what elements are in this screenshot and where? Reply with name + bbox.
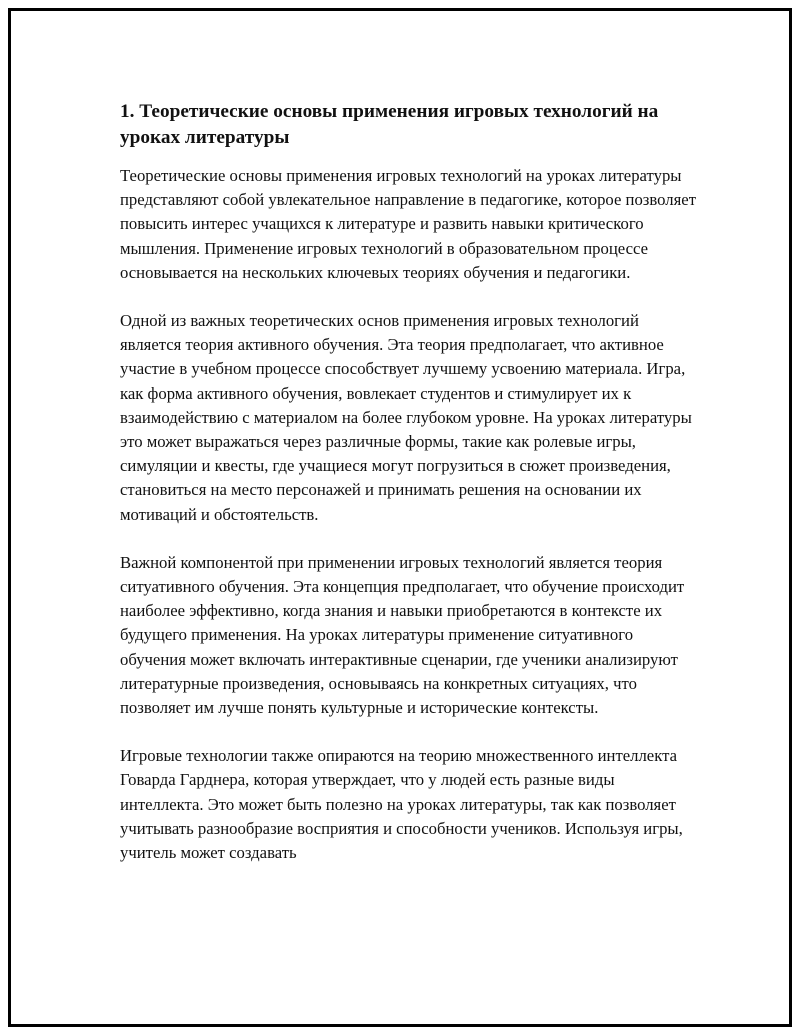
section-heading: 1. Теоретические основы применения игровых технологий на уроках литературы (120, 101, 659, 148)
paragraph-intro: Теоретические основы применения игровых технологий на уроках литературы представляют собой увлекательное направление в педагогике, которое позволяет повысить интерес учащихся к литературе и развить навыки критического мышления. Применение игровых технологий в образовательном процессе основывается на нескольких ключевых теориях обучения и педагогики. (120, 166, 696, 282)
paragraph-multiple-intelligences: Игровые технологии также опираются на теорию множественного интеллекта Говарда Гарднера, которая утверждает, что у людей есть разные виды интеллекта. Это может быть полезно на уроках литературы, так как позволяет учитывать разнообразие восприятия и способности учеников. Используя игры, учитель может создавать (120, 746, 683, 863)
page-frame (8, 8, 792, 1027)
document-body (120, 99, 700, 865)
paragraph-situated-learning: Важной компонентой при применении игровых технологий является теория ситуативного обучения. Эта концепция предполагает, что обучение происходит наиболее эффективно, когда знания и навыки приобретаются в контексте их будущего применения. На уроках литературы применение ситуативного обучения может включать интерактивные сценарии, где ученики анализируют литературные произведения, основываясь на конкретных ситуациях, что позволяет им лучше понять культурные и исторические контексты. (120, 552, 685, 718)
paragraph-active-learning: Одной из важных теоретических основ применения игровых технологий является теория активного обучения. Эта теория предполагает, что активное участие в учебном процессе способствует лучшему усвоению материала. Игра, как форма активного обучения, вовлекает студентов и стимулирует их к взаимодействию с материалом на более глубоком уровне. На уроках литературы это может выражаться через различные формы, такие как ролевые игры, симуляции и квесты, где учащиеся могут погрузиться в сюжет произведения, становиться на место персонажей и принимать решения на основании их мотиваций и обстоятельств. (120, 311, 692, 524)
